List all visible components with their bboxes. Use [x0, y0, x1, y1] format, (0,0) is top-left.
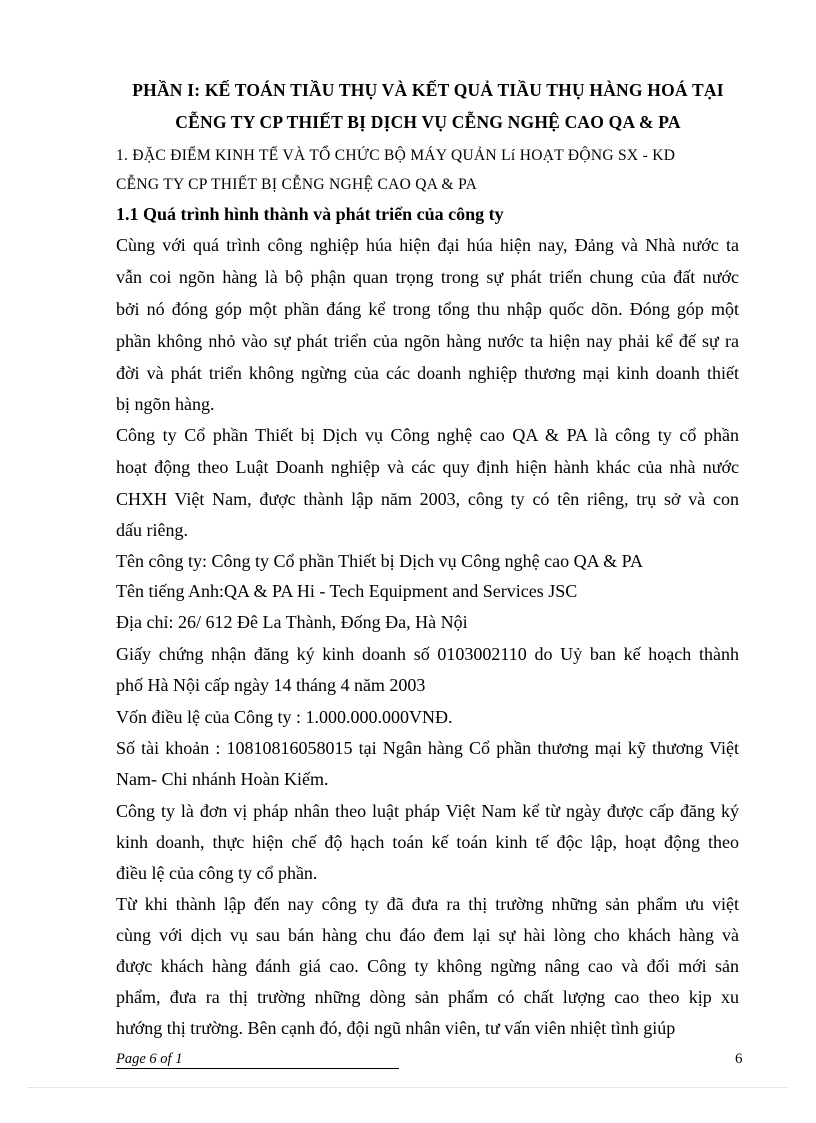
paragraph-line: Từ khi thành lập đến nay công ty đã đưa ra thị trường những sản phẩm ưu việt [116, 894, 739, 914]
paragraph-line: hướng thị trường. Bên cạnh đó, đội ngũ nhân viên, tư vấn viên nhiệt tình giúp [116, 1018, 676, 1038]
paragraph-line: phẩm, đưa ra thị trường những dòng sản phẩm có chất lượng cao theo kịp xu [116, 987, 739, 1007]
section-heading-line-2: CỄNG TY CP THIẾT BỊ CỄNG NGHỆ CAO QA & PA [116, 176, 478, 193]
paragraph-line: đời và phát triển không ngừng của các doanh nghiệp thương mại kinh doanh thiết [116, 363, 739, 383]
page-bottom-divider [28, 1087, 788, 1088]
company-name-line: Tên công ty: Công ty Cổ phần Thiết bị Dịch vụ Công nghệ cao QA & PA [116, 551, 643, 571]
paragraph-line: được khách hàng đánh giá cao. Công ty không ngừng nâng cao và đổi mới sản [116, 956, 739, 976]
part-heading-line-1: PHẦN I: KẾ TOÁN TIẦU THỤ VÀ KẾT QUẢ TIẦU THỤ HÀNG HOÁ TẠI [132, 80, 724, 100]
paragraph-line: kinh doanh, thực hiện chế độ hạch toán kế toán kinh tế độc lập, hoạt động theo [116, 832, 739, 852]
paragraph-line: CHXH Việt Nam, được thành lập năm 2003, công ty có tên riêng, trụ sở và con [116, 489, 739, 509]
paragraph-line: bị ngõn hàng. [116, 394, 215, 414]
paragraph-line: dấu riêng. [116, 520, 188, 540]
paragraph-line: điều lệ của công ty cổ phần. [116, 863, 318, 883]
address-line: Địa chỉ: 26/ 612 Đê La Thành, Đống Đa, Hà Nội [116, 612, 468, 632]
footer-page-label: Page 6 of 1 [116, 1050, 399, 1069]
bank-account-line: Nam- Chi nhánh Hoàn Kiếm. [116, 769, 329, 789]
paragraph-line: phần không nhỏ vào sự phát triển của ngõn hàng nước ta hiện nay phải kể đế sự ra [116, 331, 739, 351]
subsection-title: 1.1 Quá trình hình thành và phát triển của công ty [116, 204, 504, 224]
paragraph-line: hoạt động theo Luật Doanh nghiệp và các quy định hiện hành khác của nhà nước [116, 457, 739, 477]
paragraph-line: Công ty là đơn vị pháp nhân theo luật pháp Việt Nam kể từ ngày được cấp đăng ký [116, 801, 739, 821]
business-license-line: Giấy chứng nhận đăng ký kinh doanh số 0103002110 do Uỷ ban kế hoạch thành [116, 644, 739, 664]
part-heading-line-2: CỄNG TY CP THIẾT BỊ DỊCH VỤ CỄNG NGHỆ CAO QA & PA [175, 112, 681, 132]
english-name-line: Tên tiếng Anh:QA & PA Hi - Tech Equipment and Services JSC [116, 581, 578, 601]
paragraph-line: cùng với dịch vụ sau bán hàng chu đáo đem lại sự hài lòng cho khách hàng và [116, 925, 739, 945]
paragraph-line: vẫn coi ngõn hàng là bộ phận quan trọng trong sự phát triển chung của đất nước [116, 267, 739, 287]
paragraph-line: bởi nó đóng góp một phần đáng kể trong tổng thu nhập quốc dõn. Đóng góp một [116, 299, 739, 319]
charter-capital-line: Vốn điều lệ của Công ty : 1.000.000.000VNĐ. [116, 707, 453, 727]
bank-account-line: Số tài khoản : 10810816058015 tại Ngân hàng Cổ phần thương mại kỹ thương Việt [116, 738, 739, 758]
section-heading-line-1: 1. ĐẶC ĐIỂM KINH TẾ VÀ TỔ CHỨC BỘ MÁY QUẢN Lí HOẠT ĐỘNG SX - KD [116, 147, 676, 164]
footer-page-number: 6 [735, 1051, 743, 1067]
paragraph-line: Công ty Cổ phần Thiết bị Dịch vụ Công nghệ cao QA & PA là công ty cổ phần [116, 425, 739, 445]
paragraph-line: Cùng với quá trình công nghiệp húa hiện đại húa hiện nay, Đảng và Nhà nước ta [116, 235, 739, 255]
business-license-line: phố Hà Nội cấp ngày 14 tháng 4 năm 2003 [116, 675, 426, 695]
